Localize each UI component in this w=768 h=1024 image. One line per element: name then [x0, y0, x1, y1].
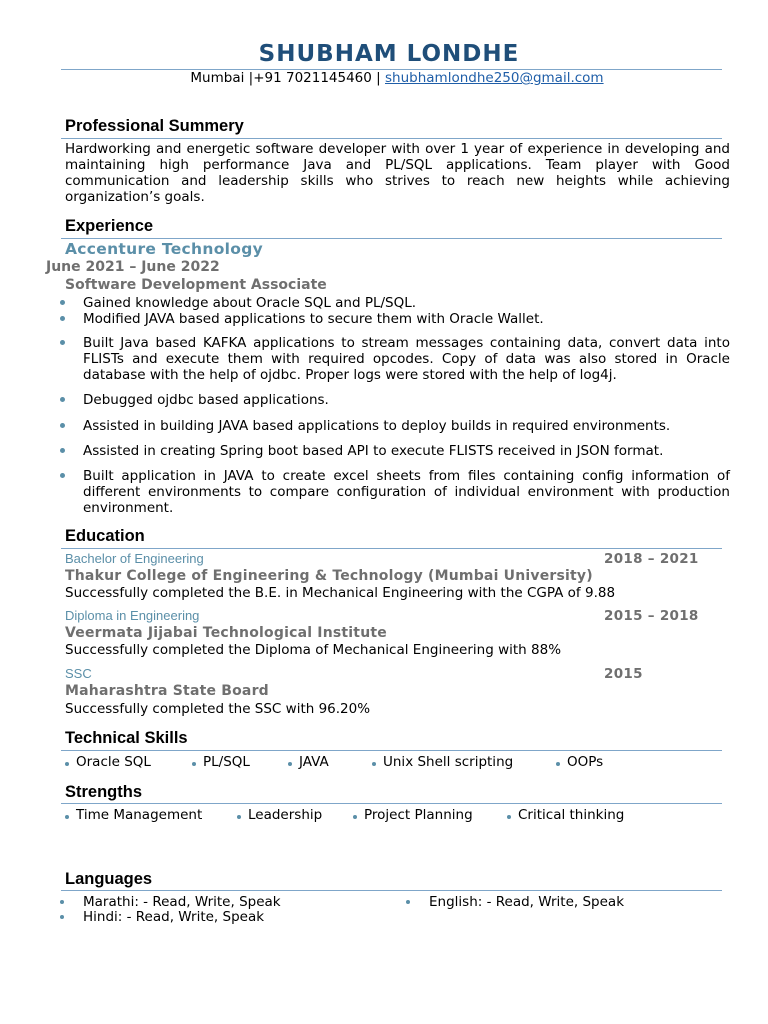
job-dates: June 2021 – June 2022	[46, 259, 220, 275]
bullet-icon	[507, 815, 511, 819]
contact-line	[0, 70, 768, 86]
bullet-icon	[60, 397, 65, 402]
degree-detail: Successfully completed the B.E. in Mechanical Engineering with the CGPA of 9.88	[65, 585, 616, 601]
job-role: Software Development Associate	[65, 277, 327, 293]
institution-name: Veermata Jijabai Technological Institute	[65, 625, 387, 641]
email-link[interactable]: shubhamlondhe250@gmail.com	[385, 70, 604, 86]
bullet-icon	[60, 900, 64, 904]
degree-title: Diploma in Engineering	[65, 608, 200, 623]
skills-heading: Technical Skills	[65, 729, 188, 747]
degree-years: 2018 – 2021	[604, 551, 699, 567]
bullet-icon	[406, 900, 410, 904]
bullet-icon	[60, 340, 65, 345]
languages-heading: Languages	[65, 870, 153, 888]
languages-divider	[61, 890, 722, 891]
institution-name: Maharashtra State Board	[65, 683, 269, 699]
strengths-divider	[61, 803, 722, 804]
skill-item: Unix Shell scripting	[372, 754, 513, 770]
strength-item: Critical thinking	[507, 807, 624, 823]
language-item: Marathi: - Read, Write, Speak	[60, 894, 281, 910]
bullet-icon	[60, 316, 65, 321]
education-divider	[61, 548, 722, 549]
bullet-icon	[288, 762, 292, 766]
strength-item: Project Planning	[353, 807, 473, 823]
bullet-icon	[65, 762, 69, 766]
strength-item: Leadership	[237, 807, 322, 823]
skills-divider	[61, 750, 722, 751]
bullet-icon	[60, 915, 64, 919]
list-item: Built application in JAVA to create excel sheets from files containing config information of different environments to compare configuration of individual environment with production environment.	[60, 468, 730, 516]
bullet-icon	[60, 300, 65, 305]
degree-years: 2015	[604, 666, 643, 682]
strength-item: Time Management	[65, 807, 202, 823]
skill-item: PL/SQL	[192, 754, 250, 770]
bullet-icon	[60, 423, 65, 428]
institution-name: Thakur College of Engineering & Technology (Mumbai University)	[65, 568, 593, 584]
bullet-icon	[556, 762, 560, 766]
list-item: Assisted in creating Spring boot based API to execute FLISTS received in JSON format.	[60, 443, 730, 459]
candidate-name: SHUBHAM LONDHE	[258, 41, 520, 67]
degree-detail: Successfully completed the SSC with 96.20%	[65, 701, 371, 717]
bullet-icon	[372, 762, 376, 766]
summary-divider	[61, 138, 722, 139]
list-item: Assisted in building JAVA based applications to deploy builds in required environments.	[60, 418, 730, 434]
degree-title: SSC	[65, 666, 92, 681]
contact-location-phone: Mumbai |+91 7021145460 |	[190, 70, 385, 86]
degree-years: 2015 – 2018	[604, 608, 699, 624]
strengths-heading: Strengths	[65, 783, 143, 801]
degree-title: Bachelor of Engineering	[65, 551, 204, 566]
summary-text: Hardworking and energetic software developer with over 1 year of experience in developing and maintaining high performance Java and PL/SQL applications. Team player with Good communication and leadership skills who strives to reach new heights while achieving organization’s goals.	[65, 141, 730, 205]
degree-detail: Successfully completed the Diploma of Mechanical Engineering with 88%	[65, 642, 562, 658]
language-item: Hindi: - Read, Write, Speak	[60, 909, 264, 925]
language-item: English: - Read, Write, Speak	[406, 894, 624, 910]
list-item: Debugged ojdbc based applications.	[60, 392, 730, 408]
experience-divider	[61, 238, 722, 239]
skill-item: JAVA	[288, 754, 329, 770]
skill-item: Oracle SQL	[65, 754, 151, 770]
bullet-icon	[60, 448, 65, 453]
bullet-icon	[237, 815, 241, 819]
education-heading: Education	[65, 527, 145, 545]
skill-item: OOPs	[556, 754, 603, 770]
company-name: Accenture Technology	[65, 240, 264, 258]
bullet-icon	[65, 815, 69, 819]
list-item: Gained knowledge about Oracle SQL and PL/SQL.	[60, 295, 730, 311]
bullet-icon	[192, 762, 196, 766]
list-item: Built Java based KAFKA applications to stream messages containing data, convert data into FLISTs and execute them with required opcodes. Copy of data was also stored in Oracle database with the help of ojdbc. Proper logs were stored with the help of log4j.	[60, 335, 730, 383]
bullet-icon	[60, 473, 65, 478]
bullet-icon	[353, 815, 357, 819]
summary-heading: Professional Summery	[65, 117, 244, 135]
experience-heading: Experience	[65, 217, 154, 235]
list-item: Modified JAVA based applications to secure them with Oracle Wallet.	[60, 311, 730, 327]
